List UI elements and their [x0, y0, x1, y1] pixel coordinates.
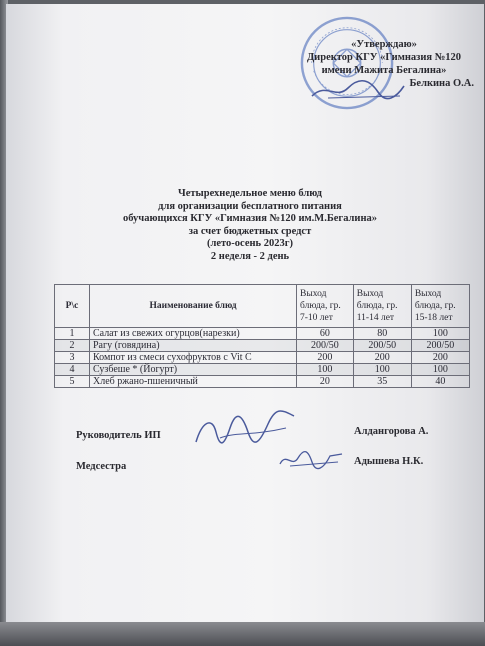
portion-11-14: 100 — [353, 364, 411, 376]
approval-position: Директор КГУ «Гимназия №120 — [306, 52, 462, 63]
document-title — [100, 188, 400, 263]
approval-block — [286, 38, 482, 90]
head-name: Алдангорова А. — [354, 426, 429, 437]
portion-11-14: 35 — [353, 376, 411, 388]
row-number: 2 — [55, 340, 90, 352]
approval-director-name: Белкина О.А. — [409, 78, 474, 89]
portion-11-14: 80 — [353, 328, 411, 340]
portion-15-18: 100 — [411, 364, 469, 376]
portion-15-18: 40 — [411, 376, 469, 388]
dish-name: Салат из свежих огурцов(нарезки) — [90, 328, 297, 340]
portion-7-10: 20 — [297, 376, 354, 388]
portion-7-10: 200 — [297, 352, 354, 364]
portion-7-10: 200/50 — [297, 340, 354, 352]
portion-7-10: 100 — [297, 364, 354, 376]
portion-15-18: 200/50 — [411, 340, 469, 352]
title-line: для организации бесплатного питания — [158, 200, 342, 212]
portion-7-10: 60 — [297, 328, 354, 340]
table-row — [55, 352, 470, 364]
photo-edge-bottom — [0, 622, 485, 646]
header-portion-15-18: Выход блюда, гр. 15-18 лет — [411, 285, 469, 328]
table-row — [55, 328, 470, 340]
menu-table — [54, 284, 470, 388]
title-line: (лето-осень 2023г) — [206, 238, 293, 249]
header-portion-7-10: Выход блюда, гр. 7-10 лет — [297, 285, 354, 328]
portion-15-18: 100 — [411, 328, 469, 340]
row-number: 4 — [55, 364, 90, 376]
row-number: 1 — [55, 328, 90, 340]
dish-name: Рагу (говядина) — [90, 340, 297, 352]
dish-name: Хлеб ржано-пшеничный — [90, 376, 297, 388]
title-line: 2 неделя - 2 день — [210, 250, 290, 262]
portion-11-14: 200/50 — [353, 340, 411, 352]
portion-15-18: 200 — [411, 352, 469, 364]
row-number: 3 — [55, 352, 90, 364]
nurse-name: Адышева Н.К. — [354, 456, 424, 467]
table-row — [55, 340, 470, 352]
table-row — [55, 376, 470, 388]
portion-11-14: 200 — [353, 352, 411, 364]
table-header-row — [55, 285, 470, 328]
approval-heading: «Утверждаю» — [351, 39, 417, 50]
title-line: обучающихся КГУ «Гимназия №120 им.М.Бегалина» — [122, 213, 378, 224]
title-line: за счет бюджетных средст — [188, 225, 312, 237]
nurse-role-label: Медсестра — [76, 461, 127, 472]
dish-name: Сузбеше * (Йогурт) — [90, 364, 297, 376]
head-role-label: Руководитель ИП — [76, 430, 161, 441]
header-dish-name: Наименование блюд — [90, 285, 297, 328]
approval-school-name: имени Мажита Бегалина» — [321, 65, 447, 76]
header-portion-11-14: Выход блюда, гр. 11-14 лет — [353, 285, 411, 328]
title-line: Четырехнедельное меню блюд — [178, 188, 322, 199]
header-number: Р\с — [55, 285, 90, 328]
dish-name: Компот из смеси сухофруктов с Vit C — [90, 352, 297, 364]
table-row — [55, 364, 470, 376]
nurse-signature — [276, 446, 346, 472]
row-number: 5 — [55, 376, 90, 388]
